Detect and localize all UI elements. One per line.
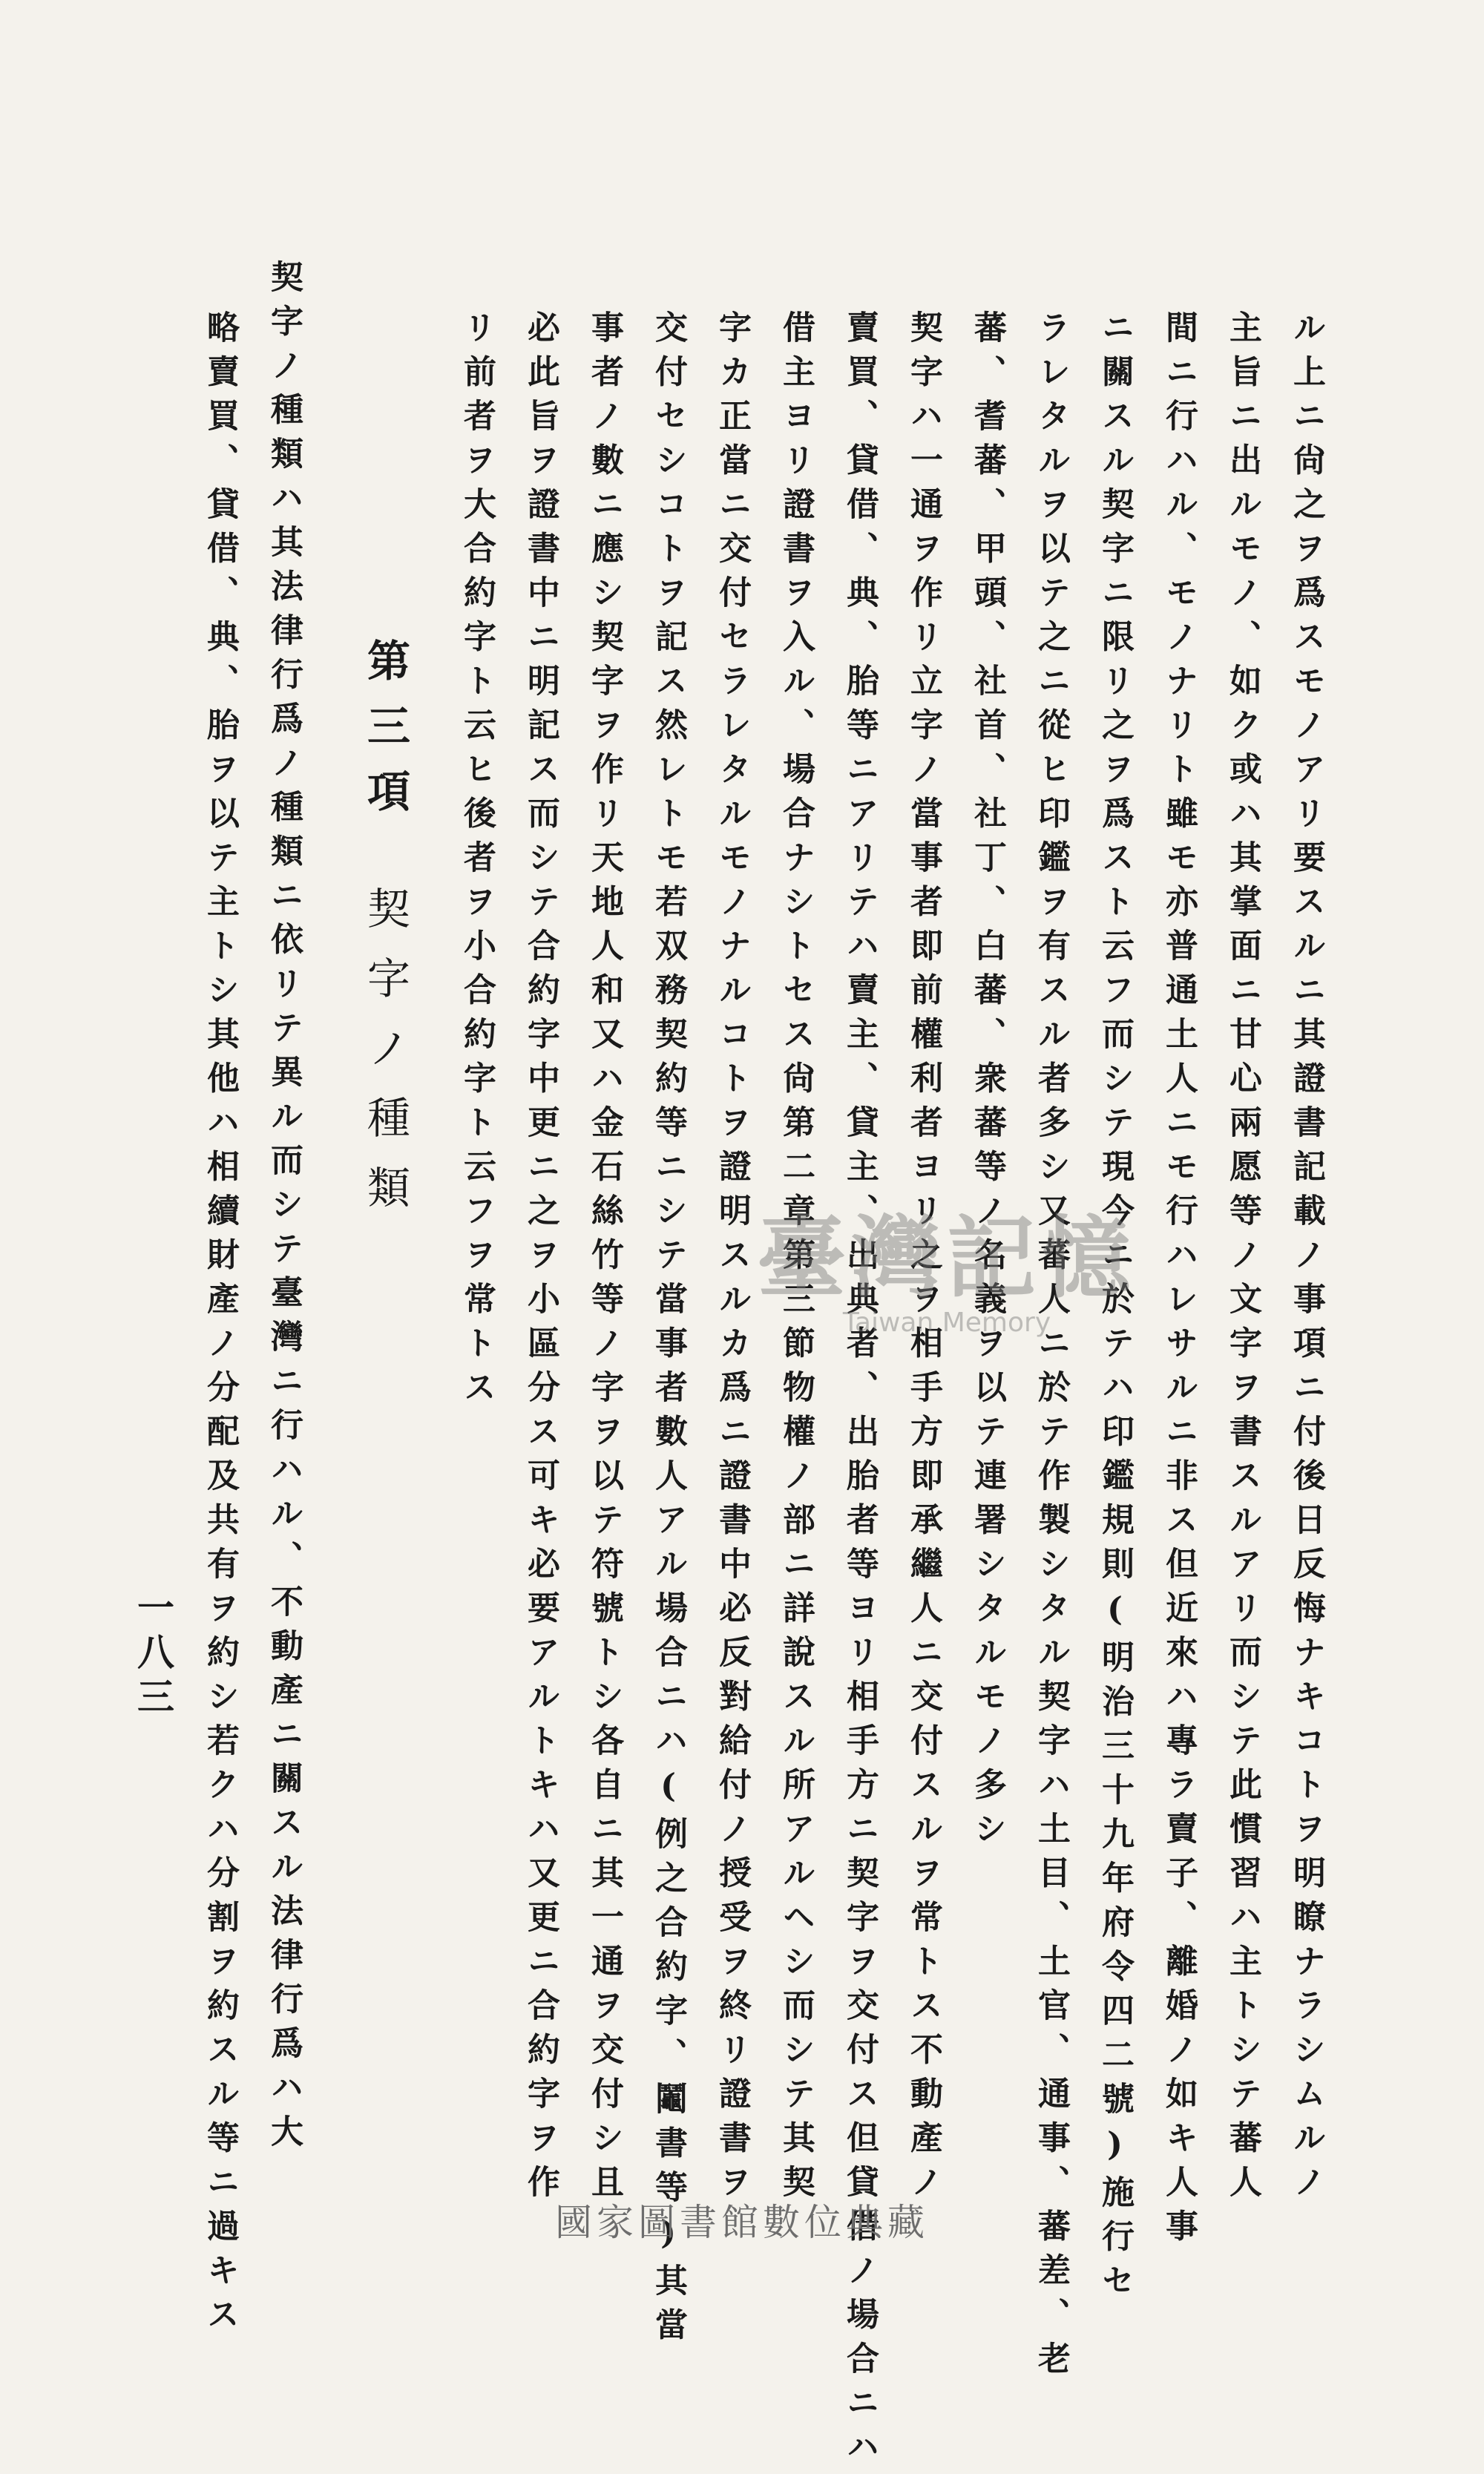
- text-column: 必此旨ヲ證書中ニ明記ス而シテ合約字中更ニ之ヲ小區分ス可キ必要アルトキハ又更ニ合約字ヲ作: [522, 310, 559, 2209]
- text-column: 事者ノ數ニ應シ契字ヲ作リ天地人和又ハ金石絲竹等ノ字ヲ以テ符號トシ各自ニ其一通ヲ交付シ且: [585, 310, 623, 2209]
- text-column: 交付セシコトヲ記ス然レトモ若双務契約等ニシテ當事者數人アル場合ニハ(例之合約字、鬮書等)其當: [649, 310, 687, 2352]
- watermark-title: 臺灣記憶: [757, 1206, 1137, 1310]
- text-column: 賣買、貸借、典、胎等ニアリテハ賣主、貸主、出典者、出胎者等ヨリ相手方ニ契字ヲ交付ス但貸借ノ場合ニハ: [841, 310, 879, 2474]
- text-column: ラレタルヲ以テ之ニ從ヒ印鑑ヲ有スル者多シ又蕃人ニ於テ作製シタル契字ハ土目、土官、通事、蕃差、老: [1032, 310, 1070, 2386]
- text-column: リ前者ヲ大合約字ト云ヒ後者ヲ小合約字ト云フヲ常トス: [458, 310, 496, 1414]
- text-column: 主旨ニ出ルモノ、如ク或ハ其掌面ニ甘心兩愿等ノ文字ヲ書スルアリ而シテ此慣習ハ主トシテ蕃人: [1224, 310, 1261, 2209]
- text-column: 契字ハ一通ヲ作リ立字ノ當事者即前權利者ヨリ之ヲ相手方即承繼人ニ交付スルヲ常トス不動產ノ: [904, 310, 942, 2209]
- text-column: 字カ正當ニ交付セラレタルモノナルコトヲ證明スルカ爲ニ證書中必反對給付ノ授受ヲ終リ證書ヲ: [713, 310, 751, 2209]
- text-column: 借主ヨリ證書ヲ入ル、場合ナシトセス尙第二章第三節物權ノ部ニ詳說スル所アルヘシ而シテ其契: [777, 310, 815, 2209]
- text-column: 略賣買、貸借、典、胎ヲ以テ主トシ其他ハ相續財產ノ分配及共有ヲ約シ若クハ分割ヲ約スル等ニ過キス: [201, 310, 239, 2341]
- text-column: 間ニ行ハル、モノナリト雖モ亦普通土人ニモ行ハレサルニ非ス但近來ハ專ラ賣子、離婚ノ如キ人事: [1160, 310, 1198, 2253]
- text-column: 蕃、耆蕃、甲頭、社首、社丁、白蕃、衆蕃等ノ名義ヲ以テ連署シタルモノ多シ: [968, 310, 1006, 1856]
- text-column: 契字ノ種類ハ其法律行爲ノ種類ニ依リテ異ル而シテ臺灣ニ行ハル、不動產ニ關スル法律行爲ハ大: [265, 260, 303, 2159]
- section-number: 第三項: [360, 638, 410, 834]
- text-column: ニ關スル契字ニ限リ之ヲ爲スト云フ而シテ現今ニ於テハ印鑑規則(明治三十九年府令四二號)施行セ: [1096, 310, 1134, 2308]
- section-heading: [360, 638, 410, 1235]
- watermark-subtitle: Taiwan Memory: [842, 1307, 1051, 1338]
- section-title: 契字ノ種類: [360, 886, 410, 1235]
- watermark: [757, 1187, 1137, 1338]
- page-number: 一八三: [131, 1588, 175, 1722]
- text-column: ル上ニ尙之ヲ爲スモノアリ要スルニ其證書記載ノ事項ニ付後日反悔ナキコトヲ明瞭ナラシムルノ: [1287, 310, 1325, 2209]
- footer-credit: 國家圖書館數位典藏: [555, 2201, 929, 2244]
